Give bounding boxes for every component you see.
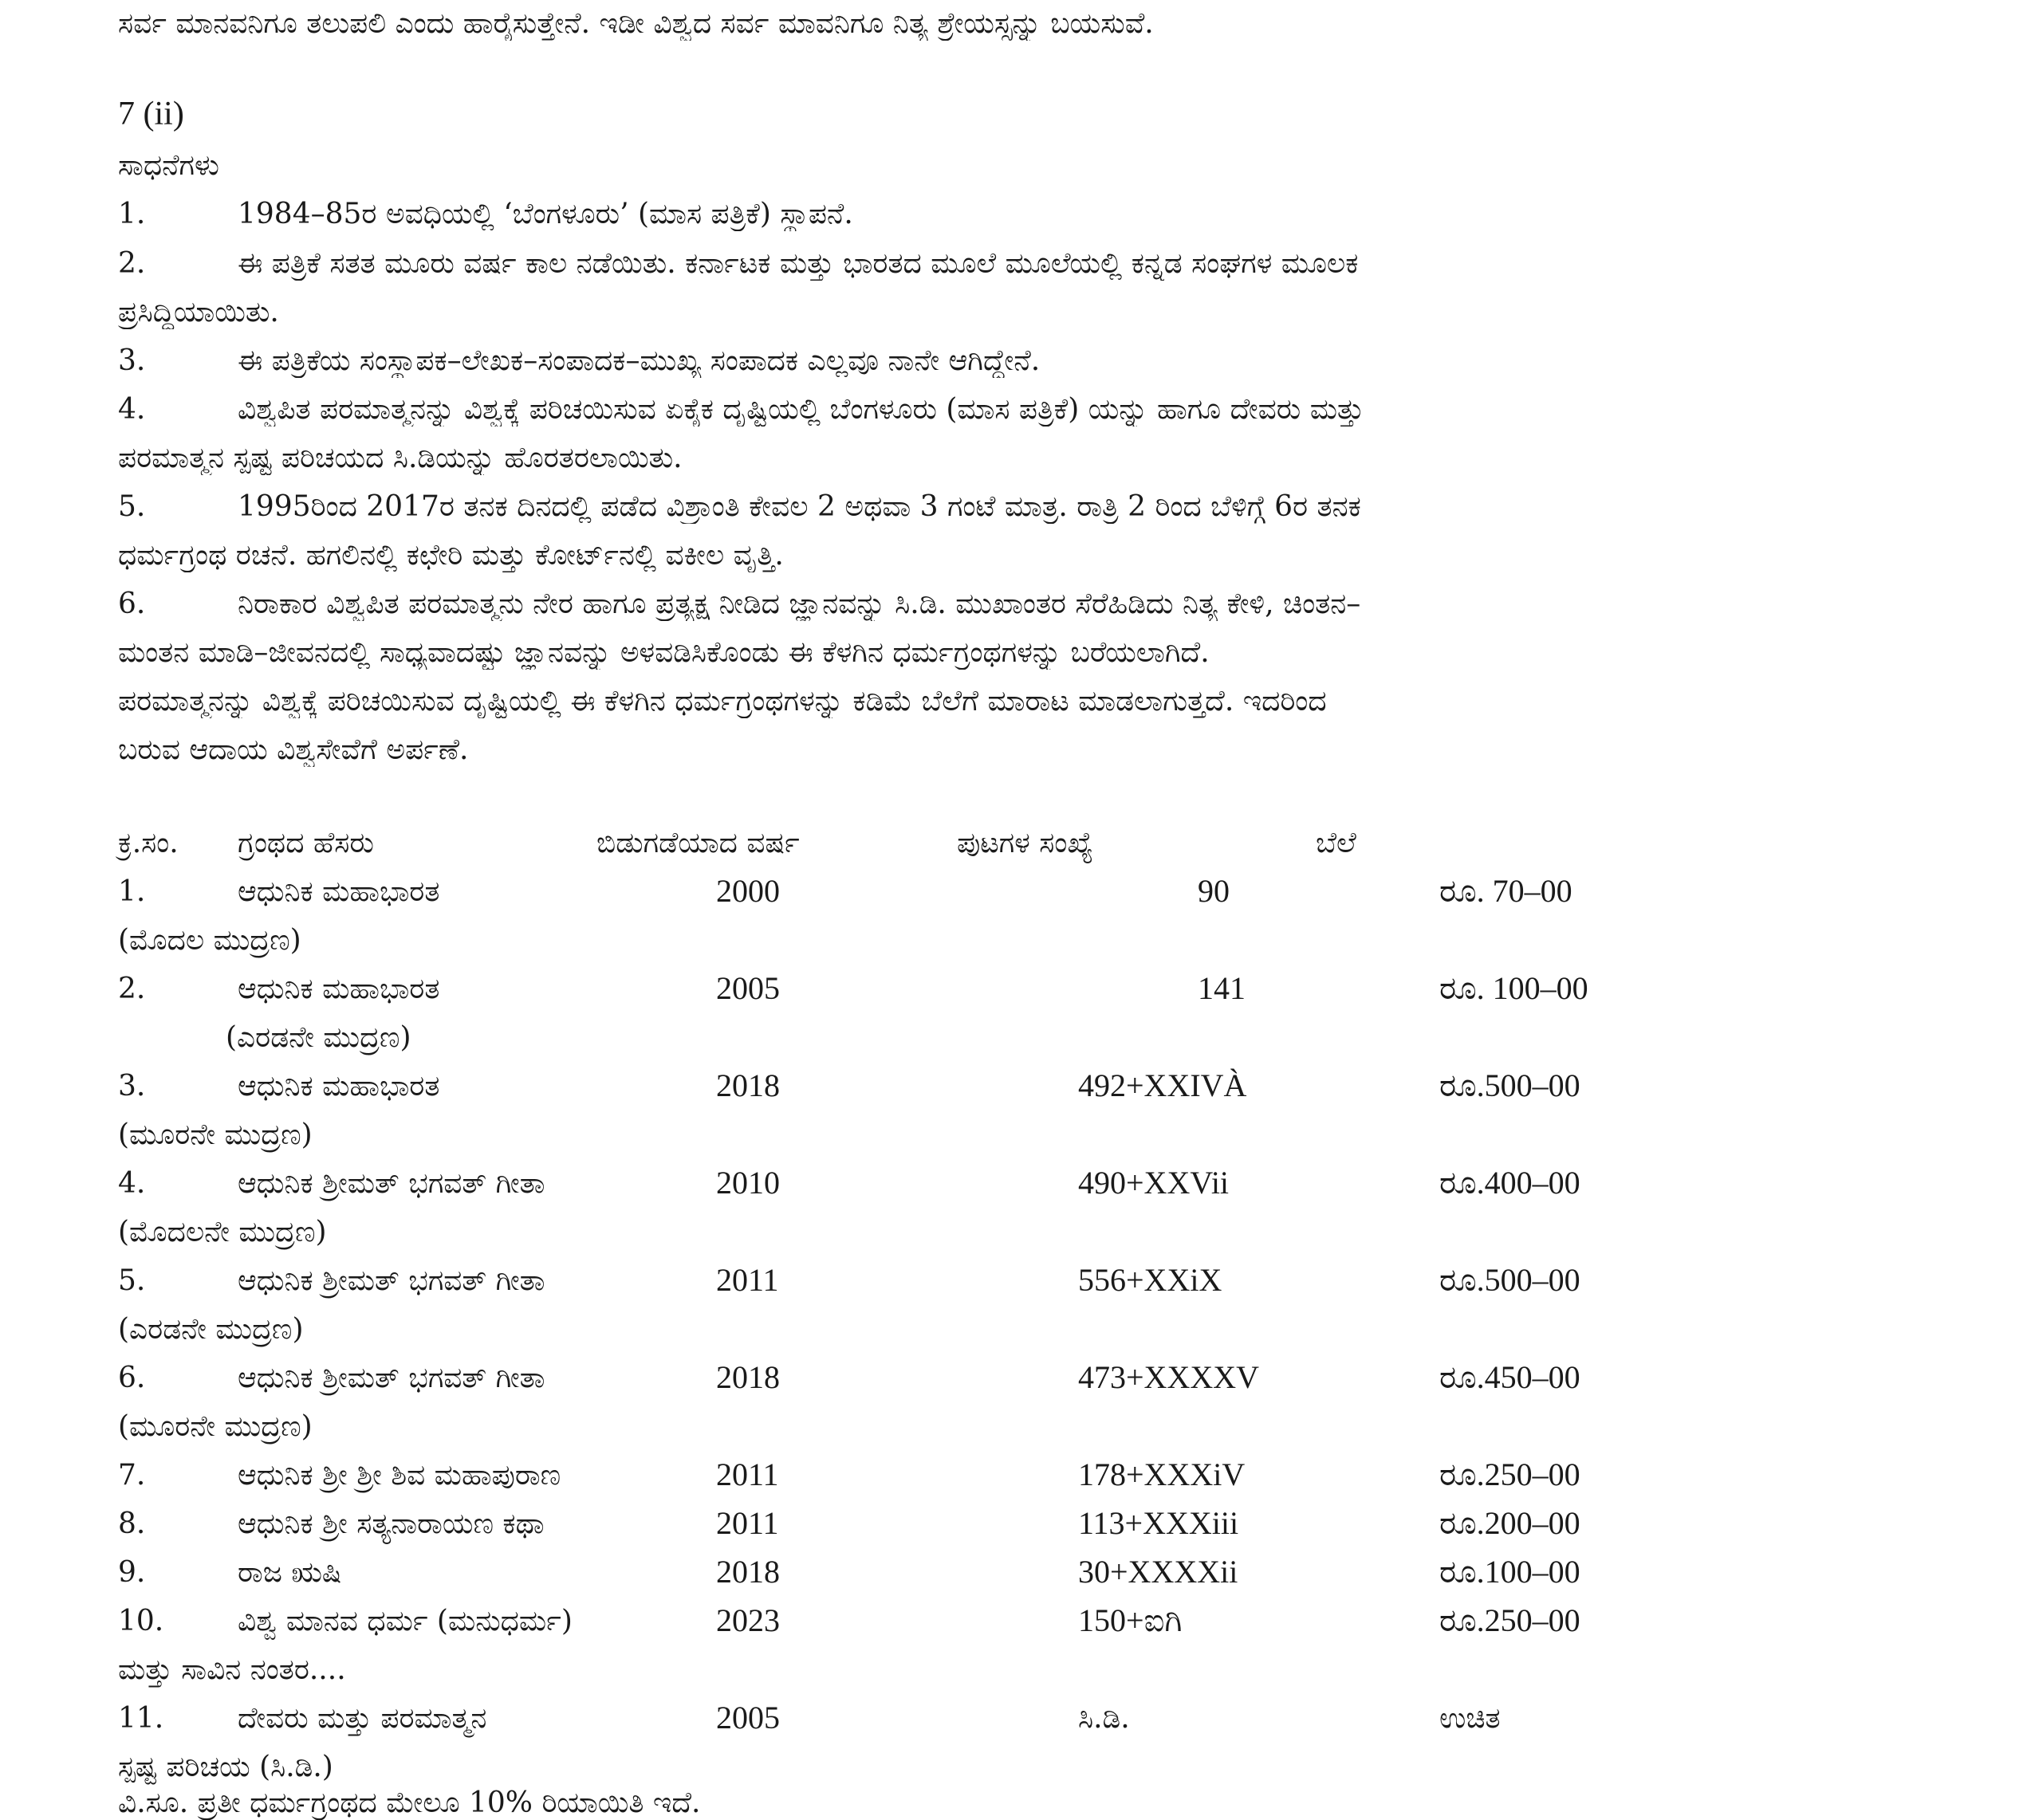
row-price: ರೂ.500–00	[1439, 1262, 1580, 1298]
row-subtitle: (ಮೊದಲನೇ ಮುದ್ರಣ)	[118, 1216, 327, 1248]
row-number: 5.	[118, 1264, 146, 1297]
row-title: ಆಧುನಿಕ ಮಹಾಭಾರತ	[238, 973, 440, 1005]
row-price: ರೂ.500–00	[1439, 1067, 1580, 1103]
row-subtitle: (ಎರಡನೇ ಮುದ್ರಣ)	[226, 1021, 411, 1054]
row-number: 1.	[118, 875, 146, 908]
achievement-line: ಪರಮಾತ್ಮನನ್ನು ವಿಶ್ವಕ್ಕೆ ಪರಿಚಯಿಸುವ ದೃಷ್ಟಿಯಲ್ಲಿ ಈ ಕೆಳಗಿನ ಧರ್ಮಗ್ರಂಥಗಳನ್ನು ಕಡಿಮೆ ಬೆಲೆಗೆ ಮಾರಾಟ ಮಾಡಲಾಗುತ್ತದೆ. ಇದರಿಂದ	[118, 685, 1327, 717]
achievement-line: 1984–85ರ ಅವಧಿಯಲ್ಲಿ ‘ಬೆಂಗಳೂರು’ (ಮಾಸ ಪತ್ರಿಕೆ) ಸ್ಥಾಪನೆ.	[238, 198, 853, 230]
achievement-number: 2.	[118, 247, 146, 280]
row-pages: 556+XXiX	[1078, 1262, 1222, 1298]
row-title: ಆಧುನಿಕ ಮಹಾಭಾರತ	[238, 875, 440, 908]
row-title: ರಾಜ ಋಷಿ	[238, 1556, 342, 1589]
row-pages: 30+XXXXii	[1078, 1554, 1238, 1590]
row-title: ಆಧುನಿಕ ಶ್ರೀಮತ್ ಭಗವತ್ ಗೀತಾ	[238, 1167, 545, 1200]
row-number: 11.	[118, 1702, 164, 1735]
achievement-number: 3.	[118, 344, 146, 377]
achievement-line: ವಿಶ್ವಪಿತ ಪರಮಾತ್ಮನನ್ನು ವಿಶ್ವಕ್ಕೆ ಪರಿಚಯಿಸುವ ಏಕೈಕ ದೃಷ್ಟಿಯಲ್ಲಿ ಬೆಂಗಳೂರು (ಮಾಸ ಪತ್ರಿಕೆ) ಯನ್ನು ಹಾಗೂ ದೇವರು ಮತ್ತು	[238, 393, 1364, 426]
row-title: ಆಧುನಿಕ ಶ್ರೀ ಶ್ರೀ ಶಿವ ಮಹಾಪುರಾಣ	[238, 1459, 561, 1492]
achievement-line: ಪರಮಾತ್ಮನ ಸ್ಪಷ್ಟ ಪರಿಚಯದ ಸಿ.ಡಿಯನ್ನು ಹೊರತರಲಾಯಿತು.	[118, 442, 683, 474]
row-number: 4.	[118, 1167, 146, 1200]
row-title: ವಿಶ್ವ ಮಾನವ ಧರ್ಮ (ಮನುಧರ್ಮ)	[238, 1605, 573, 1637]
row-pages: 178+XXXiV	[1078, 1456, 1246, 1492]
row-price: ರೂ.250–00	[1439, 1456, 1580, 1492]
row-pages: 141	[1198, 970, 1246, 1006]
achievement-number: 5.	[118, 490, 146, 523]
row-subtitle: (ಮೂರನೇ ಮುದ್ರಣ)	[118, 1410, 313, 1443]
header-title: ಗ್ರಂಥದ ಹೆಸರು	[238, 827, 374, 859]
achievement-number: 1.	[118, 198, 146, 230]
achievement-number: 4.	[118, 393, 146, 426]
row-price: ರೂ.100–00	[1439, 1554, 1580, 1590]
row-year: 2000	[716, 873, 780, 909]
row-year: 2023	[716, 1602, 780, 1638]
achievement-line: ಧರ್ಮಗ್ರಂಥ ರಚನೆ. ಹಗಲಿನಲ್ಲಿ ಕಛೇರಿ ಮತ್ತು ಕೋರ್ಟ್‌ನಲ್ಲಿ ವಕೀಲ ವೃತ್ತಿ.	[118, 539, 784, 572]
header-serial: ಕ್ರ.ಸಂ.	[118, 827, 179, 859]
row-title: ಆಧುನಿಕ ಶ್ರೀ ಸತ್ಯನಾರಾಯಣ ಕಥಾ	[238, 1507, 545, 1540]
row-number: 2.	[118, 973, 146, 1005]
row-pages: 113+XXXiii	[1078, 1505, 1239, 1541]
row-number: 9.	[118, 1556, 146, 1589]
row-subtitle: ಸ್ಪಷ್ಟ ಪರಿಚಯ (ಸಿ.ಡಿ.)	[118, 1751, 333, 1783]
row-price: ರೂ. 100–00	[1439, 970, 1588, 1006]
header-price: ಬೆಲೆ	[1316, 827, 1356, 859]
row-title: ಆಧುನಿಕ ಶ್ರೀಮತ್ ಭಗವತ್ ಗೀತಾ	[238, 1264, 545, 1297]
row-pages: 490+XXVii	[1078, 1165, 1230, 1201]
row-price: ರೂ.200–00	[1439, 1505, 1580, 1541]
row-subtitle: (ಮೂರನೇ ಮುದ್ರಣ)	[118, 1118, 313, 1151]
intro-line: ಸರ್ವ ಮಾನವನಿಗೂ ತಲುಪಲಿ ಎಂದು ಹಾರೈಸುತ್ತೇನೆ. ಇಡೀ ವಿಶ್ವದ ಸರ್ವ ಮಾವನಿಗೂ ನಿತ್ಯ ಶ್ರೇಯಸ್ಸನ್ನು ಬಯಸುವೆ.	[118, 7, 1154, 40]
row-pages: 90	[1198, 873, 1230, 909]
row-year: 2005	[716, 970, 780, 1006]
row-year: 2005	[716, 1700, 780, 1735]
row-pages: 473+XXXXV	[1078, 1359, 1259, 1395]
header-year: ಬಿಡುಗಡೆಯಾದ ವರ್ಷ	[596, 827, 800, 859]
row-price: ಉಚಿತ	[1439, 1702, 1501, 1735]
row-pages: ಸಿ.ಡಿ.	[1078, 1702, 1130, 1735]
achievement-line: ಮಂತನ ಮಾಡಿ–ಜೀವನದಲ್ಲಿ ಸಾಧ್ಯವಾದಷ್ಟು ಜ್ಞಾನವನ್ನು ಅಳವಡಿಸಿಕೊಂಡು ಈ ಕೆಳಗಿನ ಧರ್ಮಗ್ರಂಥಗಳನ್ನು ಬರೆಯಲಾಗಿದೆ.	[118, 636, 1210, 669]
achievement-line: ಈ ಪತ್ರಿಕೆಯ ಸಂಸ್ಥಾಪಕ–ಲೇಖಕ–ಸಂಪಾದಕ–ಮುಖ್ಯ ಸಂಪಾದಕ ಎಲ್ಲವೂ ನಾನೇ ಆಗಿದ್ದೇನೆ.	[238, 344, 1041, 377]
row-price: ರೂ.250–00	[1439, 1602, 1580, 1638]
row-price: ರೂ.400–00	[1439, 1165, 1580, 1201]
row-title: ಆಧುನಿಕ ಶ್ರೀಮತ್ ಭಗವತ್ ಗೀತಾ	[238, 1362, 545, 1394]
row-number: 10.	[118, 1605, 164, 1637]
row-year: 2018	[716, 1554, 780, 1590]
achievement-line: 1995ರಿಂದ 2017ರ ತನಕ ದಿನದಲ್ಲಿ ಪಡೆದ ವಿಶ್ರಾಂತಿ ಕೇವಲ 2 ಅಥವಾ 3 ಗಂಟೆ ಮಾತ್ರ. ರಾತ್ರಿ 2 ರಿಂದ ಬೆಳಿಗ್ಗೆ 6ರ ತನಕ	[238, 490, 1361, 523]
row-subtitle: ಮತ್ತು ಸಾವಿನ ನಂತರ....	[118, 1653, 346, 1686]
row-number: 3.	[118, 1070, 146, 1103]
row-year: 2018	[716, 1067, 780, 1103]
row-pages: 492+XXIVÀ	[1078, 1067, 1247, 1103]
row-subtitle: (ಎರಡನೇ ಮುದ್ರಣ)	[118, 1313, 304, 1346]
row-number: 7.	[118, 1459, 146, 1492]
achievement-line: ಪ್ರಸಿದ್ಧಿಯಾಯಿತು.	[118, 296, 279, 328]
header-pages: ಪುಟಗಳ ಸಂಖ್ಯೆ	[957, 827, 1093, 859]
footnote: ವಿ.ಸೂ. ಪ್ರತೀ ಧರ್ಮಗ್ರಂಥದ ಮೇಲೂ 10% ರಿಯಾಯಿತಿ ಇದೆ.	[118, 1787, 701, 1819]
achievement-number: 6.	[118, 588, 146, 620]
row-price: ರೂ. 70–00	[1439, 873, 1572, 909]
achievement-line: ನಿರಾಕಾರ ವಿಶ್ವಪಿತ ಪರಮಾತ್ಮನು ನೇರ ಹಾಗೂ ಪ್ರತ್ಯಕ್ಷ ನೀಡಿದ ಜ್ಞಾನವನ್ನು ಸಿ.ಡಿ. ಮುಖಾಂತರ ಸೆರೆಹಿಡಿದು ನಿತ್ಯ ಕೇಳಿ, ಚಿಂತನ–	[238, 588, 1361, 620]
achievement-line: ಬರುವ ಆದಾಯ ವಿಶ್ವಸೇವೆಗೆ ಅರ್ಪಣೆ.	[118, 733, 469, 766]
row-year: 2010	[716, 1165, 780, 1201]
row-title: ದೇವರು ಮತ್ತು ಪರಮಾತ್ಮನ	[238, 1702, 487, 1735]
section-title: ಸಾಧನೆಗಳು	[118, 149, 220, 182]
row-year: 2011	[716, 1262, 779, 1298]
row-title: ಆಧುನಿಕ ಮಹಾಭಾರತ	[238, 1070, 440, 1103]
row-subtitle: (ಮೊದಲ ಮುದ್ರಣ)	[118, 924, 301, 957]
row-pages: 150+ಐಗಿ	[1078, 1602, 1183, 1638]
row-year: 2011	[716, 1505, 779, 1541]
row-number: 6.	[118, 1362, 146, 1394]
row-price: ರೂ.450–00	[1439, 1359, 1580, 1395]
row-number: 8.	[118, 1507, 146, 1540]
row-year: 2011	[716, 1456, 779, 1492]
achievement-line: ಈ ಪತ್ರಿಕೆ ಸತತ ಮೂರು ವರ್ಷ ಕಾಲ ನಡೆಯಿತು. ಕರ್ನಾಟಕ ಮತ್ತು ಭಾರತದ ಮೂಲೆ ಮೂಲೆಯಲ್ಲಿ ಕನ್ನಡ ಸಂಘಗಳ ಮೂಲಕ	[238, 247, 1359, 280]
row-year: 2018	[716, 1359, 780, 1395]
section-number: 7 (ii)	[118, 96, 184, 132]
